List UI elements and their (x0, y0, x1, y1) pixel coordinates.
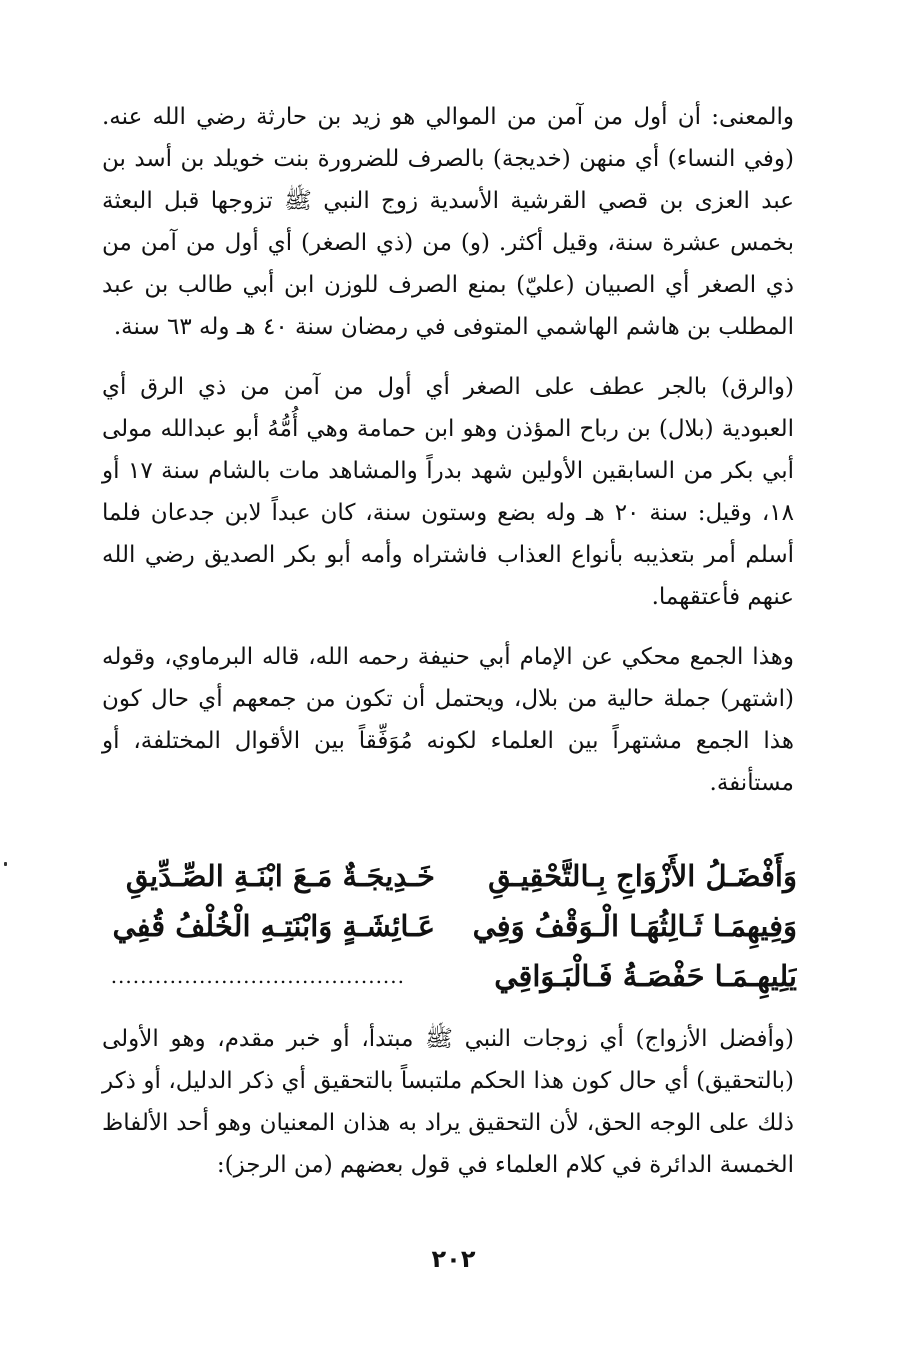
paragraph-commentary: (وأفضل الأزواج) أي زوجات النبي ﷺ مبتدأ، أو خبر مقدم، وهو الأولى (بالتحقيق) أي حال كون هذا الحكم ملتبساً بالتحقيق أي ذكر الدليل، أو ذكر ذلك على الوجه الحق، لأن التحقيق يراد به هذان المعنيان وهو أحد الألفاظ الخمسة الدائرة في كلام العلماء في قول بعضهم (من الرجز): (102, 1026, 794, 1178)
verse-second-hemistich: عَـائِشَـةٍ وَابْنَتِـهِ الْخُلْفُ قُفِي (112, 909, 435, 943)
scan-speck (4, 862, 7, 866)
paragraph-bilal: (والرق) بالجر عطف على الصغر أي أول من آمن من ذي الرق أي العبودية (بلال) بن رباح المؤذن وهو ابن حمامة وهي أُمُّهُ أبو عبدالله مولى أبي بكر من السابقين الأولين شهد بدراً والمشاهد مات بالشام سنة ١٧ أو ١٨، وقيل: سنة ٢٠ هـ وله بضع وستون سنة، كان عبداً لابن جدعان فلما أسلم أمر بتعذيبه بأنواع العذاب فاشتراه وأمه أبو بكر الصديق رضي الله عنهم فأعتقهما. (102, 374, 794, 610)
verse-ellipsis-dots: ........................................ (110, 964, 405, 988)
paragraph-meaning: والمعنى: أن أول من آمن من الموالي هو زيد بن حارثة رضي الله عنه. (وفي النساء) أي منهن (خديجة) بالصرف للضرورة بنت خويلد بن أسد بن عبد العزى بن قصي القرشية الأسدية زوج النبي ﷺ تزوجها قبل البعثة بخمس عشرة سنة، وقيل أكثر. (و) من (ذي الصغر) أي أول من آمن من ذي الصغر أي الصبيان (عليّ) بمنع الصرف للوزن ابن أبي طالب بن عبد المطلب بن هاشم الهاشمي المتوفى في رمضان سنة ٤٠ هـ وله ٦٣ سنة. (102, 104, 794, 340)
page-number: ٢٠٢ (431, 1245, 476, 1273)
verse-first-hemistich: وَفِيهِمَـا ثَـالِثُهَـا الْـوَقْفُ وَفِي (472, 909, 797, 943)
verse-line (100, 902, 797, 952)
main-text (102, 96, 794, 804)
verse-first-hemistich: يَلِيهِـمَـا حَفْصَـةُ فَـالْبَـوَاقِي (494, 959, 797, 993)
paragraph-abu-hanifa: وهذا الجمع محكي عن الإمام أبي حنيفة رحمه الله، قاله البرماوي، وقوله (اشتهر) جملة حالية من بلال، ويحتمل أن تكون من جمعهم أي حال كون هذا الجمع مشتهراً بين العلماء لكونه مُوَفِّقاً بين الأقوال المختلفة، أو مستأنفة. (102, 644, 795, 796)
commentary-text (102, 1018, 794, 1186)
verse-line (100, 952, 797, 1002)
verse-second-hemistich: خَـدِيجَـةٌ مَـعَ ابْنَـةِ الصِّـدِّيقِ (125, 859, 435, 893)
verse-line (100, 852, 797, 902)
verse-first-hemistich: وَأَفْضَـلُ الأَزْوَاجِ بِـالتَّحْقِيـقِ (488, 859, 797, 893)
poem-verses (100, 852, 797, 998)
